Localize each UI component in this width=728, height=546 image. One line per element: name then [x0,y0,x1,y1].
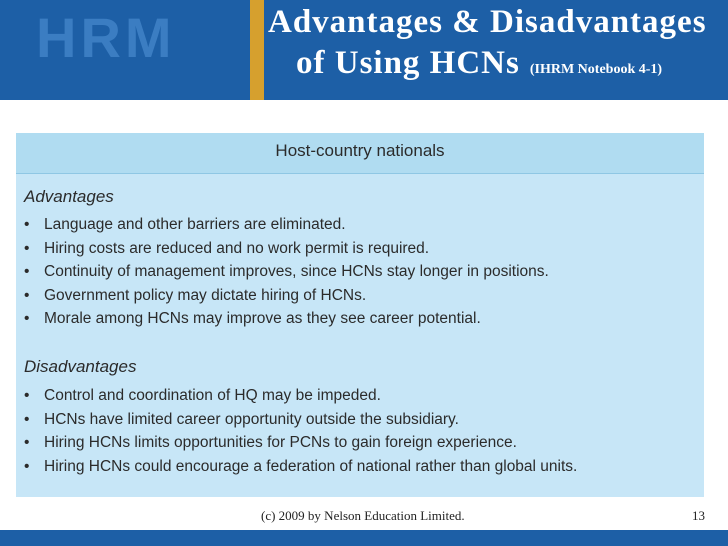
bullet-icon: • [24,434,30,451]
list-item [24,284,549,308]
list-item [24,384,577,408]
panel-title: Host-country nationals [275,141,445,160]
list-item-text: Control and coordination of HQ may be impeded. [44,387,381,404]
slide-title-line1: Advantages & Disadvantages [268,4,707,40]
list-item [24,408,577,432]
list-item-text: Hiring costs are reduced and no work permit is required. [44,239,430,257]
list-item-text: Government policy may dictate hiring of HCNs. [44,286,367,304]
disadvantages-list [24,384,577,478]
bullet-icon: • [24,457,30,475]
bullet-icon: • [24,410,30,428]
disadvantages-heading: Disadvantages [24,357,137,376]
list-item [24,237,549,261]
list-item-text: Hiring HCNs limits opportunities for PCNs to gain foreign experience. [44,434,517,451]
copyright-text: (c) 2009 by Nelson Education Limited. [261,508,465,523]
list-item [24,455,577,479]
bullet-icon: • [24,216,30,233]
bullet-icon: • [24,387,30,404]
page-number: 13 [692,508,705,523]
hcn-panel [16,133,704,497]
slide-title-line2 [268,42,728,91]
list-item-text: Continuity of management improves, since HCNs stay longer in positions. [44,263,549,280]
bottom-bar [0,530,728,546]
list-item-text: Morale among HCNs may improve as they see career potential. [44,310,481,327]
list-item-text: Hiring HCNs could encourage a federation of national rather than global units. [44,457,578,475]
hrm-logo: HRM [36,6,176,69]
list-item [24,260,549,284]
bullet-icon: • [24,263,30,280]
slide-title [268,2,728,91]
list-item-text: Language and other barriers are eliminated. [44,216,346,233]
panel-header [16,133,704,174]
slide-title-note: (IHRM Notebook 4-1) [529,62,663,77]
header-accent-bar [250,0,264,100]
slide-header [0,0,728,100]
list-item-text: HCNs have limited career opportunity outside the subsidiary. [44,410,459,428]
bullet-icon: • [24,239,30,257]
list-item [24,213,549,237]
list-item [24,307,549,331]
bullet-icon: • [24,286,30,304]
slide-title-line2-text: of Using HCNs [296,45,520,81]
slide-footer [0,505,728,529]
list-item [24,431,577,455]
advantages-heading: Advantages [24,187,114,206]
bullet-icon: • [24,310,30,327]
advantages-list [24,213,549,331]
